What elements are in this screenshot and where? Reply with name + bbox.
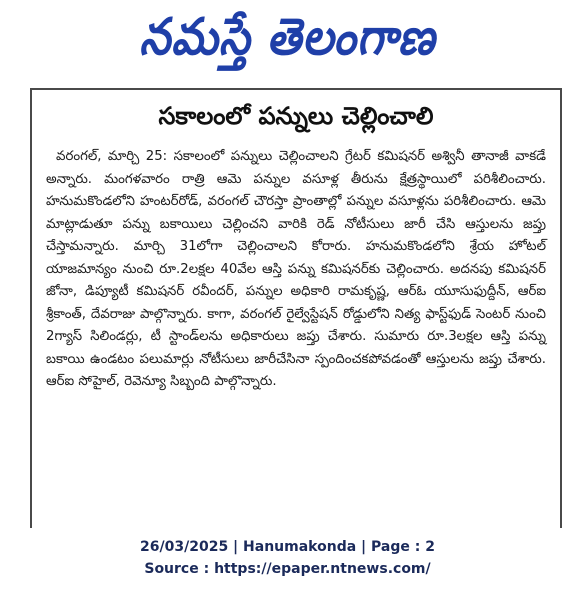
- clip-footer: [0, 536, 575, 580]
- masthead: [0, 6, 575, 76]
- edition-meta: 26/03/2025 | Hanumakonda | Page : 2: [140, 539, 435, 555]
- article-body: వరంగల్, మార్చి 25: సకాలంలో పన్నులు చెల్లించాలని గ్రేటర్ కమిషనర్ అశ్వినీ తానాజీ వాకడే అన్నారు. మంగళవారం రాత్రి ఆమె పన్నుల వసూళ్ల తీరును క్షేత్రస్థాయిలో పరిశీలించారు. హనుమకొండలోని హంటర్‌రోడ్, వరంగల్ చౌరస్తా ప్రాంతాల్లో పన్నుల వసూళ్లను పరిశీలించారు. ఆమె మాట్లాడుతూ పన్ను బకాయిలు చెల్లించని వారికి రెడ్ నోటీసులు జారీ చేసి ఆస్తులను జప్తు చేస్తామన్నారు. మార్చి 31లోగా చెల్లించాలని కోరారు. హనుమకొండలోని శ్రేయ హోటల్ యాజమాన్యం నుంచి రూ.2లక్షల 40వేల ఆస్తి పన్ను కమిషనర్‌కు చెల్లించారు. అదనపు కమిషనర్ జోనా, డిప్యూటీ కమిషనర్ రవీందర్, పన్నుల అధికారి రామకృష్ణ, ఆర్ఓ యూసుఫుద్దీన్, ఆర్ఐ శ్రీకాంత్, దేవరాజు పాల్గొన్నారు. కాగా, వరంగల్ రైల్వేస్టేషన్ రోడ్డులోని నిత్య ఫాస్ట్‌ఫుడ్ సెంటర్ నుంచి 2గ్యాస్ సిలిండర్లు, టీ స్టాండ్‌లను అధికారులు జప్తు చేశారు. సుమారు రూ.3లక్షల ఆస్తి పన్ను బకాయి ఉండటం పలుమార్లు నోటీసులు జారీచేసినా స్పందించకపోవడంతో ఆస్తులను జప్తు చేశారు. ఆర్ఐ సోహైల్, రెవెన్యూ సిబ్బంది పాల్గొన్నారు.: [46, 149, 546, 389]
- newspaper-logo: నమస్తే తెలంగాణ: [139, 8, 436, 67]
- article-clip: [30, 88, 562, 528]
- source-link[interactable]: Source : https://epaper.ntnews.com/: [144, 561, 431, 577]
- article-headline: సకాలంలో పన్నులు చెల్లించాలి: [158, 102, 434, 130]
